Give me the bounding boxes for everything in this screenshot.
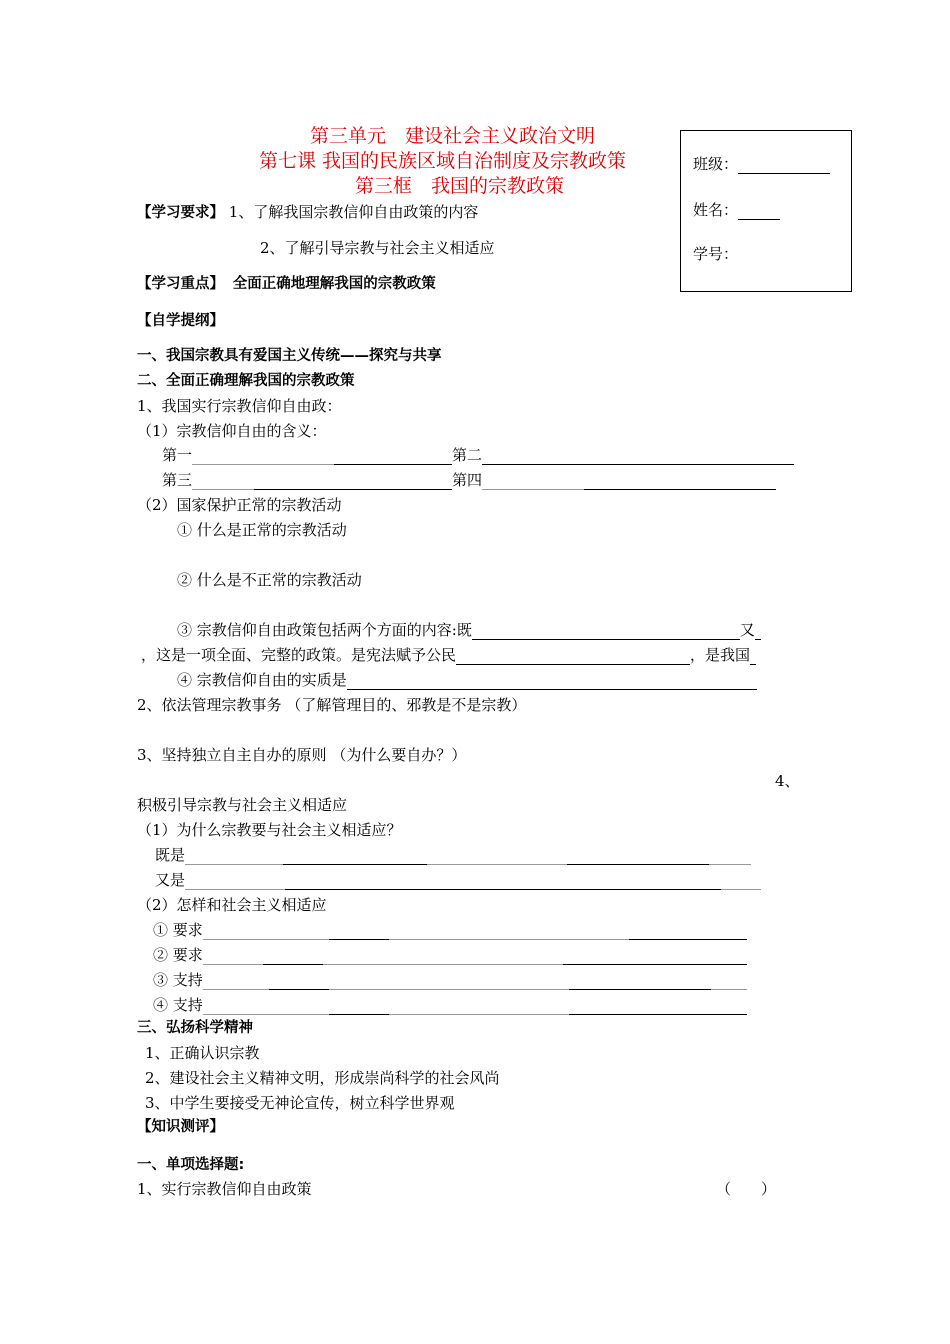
essence-line	[177, 670, 757, 690]
both-line	[155, 845, 751, 865]
policy-cont-end: ，是我国	[690, 646, 751, 664]
class-row	[693, 153, 830, 174]
test-heading: 一、单项选择题:	[137, 1157, 245, 1173]
section2-p1-1: （1）宗教信仰自由的含义：	[137, 422, 327, 440]
policy-content-end: 又	[739, 621, 755, 639]
first-label: 第一	[162, 446, 193, 464]
req2-blank-1[interactable]	[263, 950, 323, 965]
third-blank[interactable]	[254, 475, 452, 490]
req1-blank-1[interactable]	[329, 925, 389, 940]
name-row	[693, 199, 780, 220]
policy-cont-line	[141, 645, 756, 665]
student-info-box	[680, 130, 852, 292]
policy-blank-1[interactable]	[472, 625, 740, 640]
section2-p2: 2、依法管理宗教事务 （了解管理目的、邪教是不是宗教）	[137, 696, 527, 714]
policy-blank-2[interactable]	[456, 650, 690, 665]
sup1-blank-1[interactable]	[269, 975, 329, 990]
support-row-2	[153, 995, 747, 1015]
policy-cont-text: ，这是一项全面、完整的政策。是宪法赋予公民	[141, 646, 457, 664]
section2-heading: 二、全面正确理解我国的宗教政策	[137, 373, 355, 389]
requirements-label: 【学习要求】	[137, 205, 224, 221]
question-1: 1、实行宗教信仰自由政策	[137, 1180, 312, 1198]
both-blank-2[interactable]	[567, 850, 709, 865]
class-label: 班级：	[693, 155, 739, 173]
section2-p1-2: （2）国家保护正常的宗教活动	[137, 496, 342, 514]
section2-p4: 积极引导宗教与社会主义相适应	[137, 796, 348, 814]
meaning-row-1	[162, 445, 794, 465]
essence-blank[interactable]	[347, 675, 757, 690]
req2-label: ② 要求	[153, 946, 203, 964]
id-label: 学号：	[693, 245, 739, 263]
both-label: 既是	[155, 846, 186, 864]
first-blank[interactable]	[334, 450, 452, 465]
outline-label: 【自学提纲】	[137, 313, 224, 329]
question-1-answer-paren[interactable]: （ ）	[716, 1180, 777, 1198]
requirement-row-2	[153, 945, 747, 965]
also-blank-2[interactable]	[575, 875, 721, 890]
name-blank[interactable]	[738, 205, 780, 220]
frame-title: 第三框 我国的宗教政策	[355, 175, 565, 197]
second-blank[interactable]	[482, 450, 794, 465]
focus-text: 全面正确地理解我国的宗教政策	[232, 276, 436, 292]
support-row-1	[153, 970, 747, 990]
req2-blank-2[interactable]	[563, 950, 747, 965]
sup1-label: ③ 支持	[153, 971, 203, 989]
section3-item-1: 1、正确认识宗教	[145, 1044, 260, 1062]
both-blank-1[interactable]	[283, 850, 427, 865]
unit-title: 第三单元 建设社会主义政治文明	[310, 125, 596, 147]
third-label: 第三	[162, 471, 193, 489]
sup2-blank-2[interactable]	[569, 1000, 747, 1015]
normal-activity-question: ① 什么是正常的宗教活动	[177, 521, 347, 539]
requirement-item-1: 1、了解我国宗教信仰自由政策的内容	[228, 203, 479, 221]
requirements-line1	[137, 202, 478, 223]
second-label: 第二	[452, 446, 483, 464]
section2-p4-1: （1）为什么宗教要与社会主义相适应？	[137, 821, 402, 839]
section3-item-3: 3、中学生要接受无神论宣传，树立科学世界观	[145, 1094, 455, 1112]
focus-line	[137, 273, 436, 294]
section1-heading: 一、我国宗教具有爱国主义传统——探究与共享	[137, 348, 442, 364]
id-row	[693, 243, 738, 264]
sup1-blank-2[interactable]	[569, 975, 711, 990]
class-blank[interactable]	[738, 159, 830, 174]
req1-blank-2[interactable]	[629, 925, 747, 940]
also-blank-1[interactable]	[285, 875, 575, 890]
policy-content-text: ③ 宗教信仰自由政策包括两个方面的内容:既	[177, 621, 472, 639]
test-label: 【知识测评】	[137, 1119, 224, 1135]
policy-content-line	[177, 620, 761, 640]
requirement-row-1	[153, 920, 747, 940]
meaning-row-2	[162, 470, 776, 490]
section2-p3: 3、坚持独立自主自办的原则 （为什么要自办？）	[137, 746, 467, 764]
fourth-label: 第四	[452, 471, 483, 489]
section2-p1: 1、我国实行宗教信仰自由政：	[137, 397, 342, 415]
section2-p4-2: （2）怎样和社会主义相适应	[137, 896, 327, 914]
lesson-title: 第七课 我国的民族区域自治制度及宗教政策	[259, 150, 627, 172]
abnormal-activity-question: ② 什么是不正常的宗教活动	[177, 571, 362, 589]
sup2-label: ④ 支持	[153, 996, 203, 1014]
requirement-item-2: 2、了解引导宗教与社会主义相适应	[260, 239, 495, 257]
also-label: 又是	[155, 871, 186, 889]
section3-item-2: 2、建设社会主义精神文明，形成崇尚科学的社会风尚	[145, 1069, 500, 1087]
section2-p4-number: 4、	[775, 772, 800, 790]
name-label: 姓名：	[693, 201, 739, 219]
sup2-blank-1[interactable]	[329, 1000, 389, 1015]
also-line	[155, 870, 761, 890]
fourth-blank[interactable]	[584, 475, 776, 490]
section3-heading: 三、弘扬科学精神	[137, 1020, 253, 1036]
focus-label: 【学习重点】	[137, 276, 224, 292]
req1-label: ① 要求	[153, 921, 203, 939]
essence-text: ④ 宗教信仰自由的实质是	[177, 671, 347, 689]
